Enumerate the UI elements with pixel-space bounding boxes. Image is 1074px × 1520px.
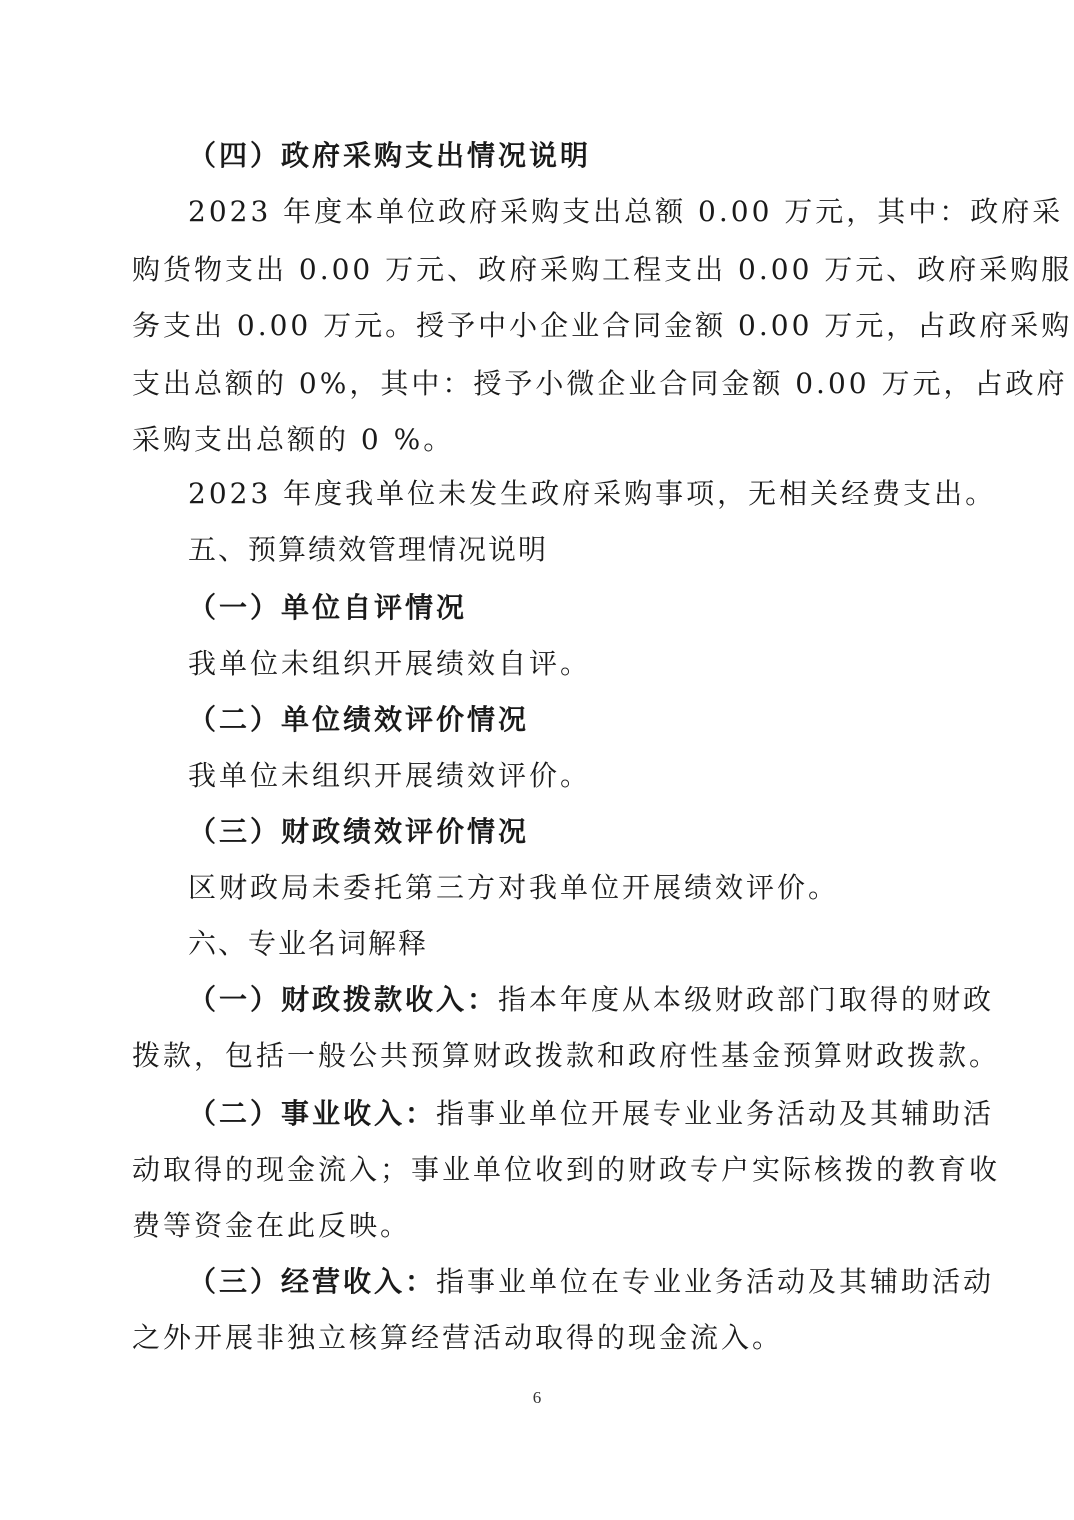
glossary-term-2-line-3: 费等资金在此反映。 [132, 1209, 412, 1242]
glossary-term-1-line-2: 拨款，包括一般公共预算财政拨款和政府性基金预算财政拨款。 [132, 1039, 1001, 1072]
glossary-term-1-label: （一）财政拨款收入： [188, 983, 499, 1016]
heading-fiscal-evaluation: （三）财政绩效评价情况 [188, 815, 530, 848]
unit-evaluation-text: 我单位未组织开展绩效评价。 [188, 759, 592, 792]
heading-procurement: （四）政府采购支出情况说明 [188, 139, 592, 172]
glossary-term-2-line-1 [188, 1094, 995, 1134]
glossary-term-1-line-1 [188, 980, 995, 1020]
heading-glossary: 六、专业名词解释 [188, 927, 429, 960]
procurement-para-line-3: 务支出 0.00 万元。授予中小企业合同金额 0.00 万元，占政府采购 [132, 309, 1073, 342]
procurement-para-line-2: 购货物支出 0.00 万元、政府采购工程支出 0.00 万元、政府采购服 [132, 253, 1073, 286]
glossary-term-1-text: 指本年度从本级财政部门取得的财政 [498, 983, 995, 1016]
fiscal-evaluation-text: 区财政局未委托第三方对我单位开展绩效评价。 [188, 871, 840, 904]
glossary-term-2-label: （二）事业收入： [188, 1097, 437, 1130]
procurement-para-2: 2023 年度我单位未发生政府采购事项，无相关经费支出。 [188, 477, 997, 510]
glossary-term-3-line-2: 之外开展非独立核算经营活动取得的现金流入。 [132, 1321, 784, 1354]
self-evaluation-text: 我单位未组织开展绩效自评。 [188, 647, 592, 680]
glossary-term-3-text: 指事业单位在专业业务活动及其辅助活动 [436, 1265, 995, 1298]
procurement-para-line-4: 支出总额的 0%，其中：授予小微企业合同金额 0.00 万元，占政府 [132, 367, 1068, 400]
glossary-term-2-text: 指事业单位开展专业业务活动及其辅助活 [436, 1097, 995, 1130]
glossary-term-3-line-1 [188, 1262, 995, 1302]
procurement-para-line-5: 采购支出总额的 0 %。 [132, 423, 455, 456]
page-number: 6 [532, 1388, 542, 1407]
heading-unit-evaluation: （二）单位绩效评价情况 [188, 703, 530, 736]
glossary-term-2-line-2: 动取得的现金流入；事业单位收到的财政专户实际核拨的教育收 [132, 1153, 1001, 1186]
heading-performance-management: 五、预算绩效管理情况说明 [188, 533, 549, 566]
glossary-term-3-label: （三）经营收入： [188, 1265, 437, 1298]
heading-self-evaluation: （一）单位自评情况 [188, 591, 468, 624]
procurement-para-line-1: 2023 年度本单位政府采购支出总额 0.00 万元，其中：政府采 [188, 195, 1064, 228]
